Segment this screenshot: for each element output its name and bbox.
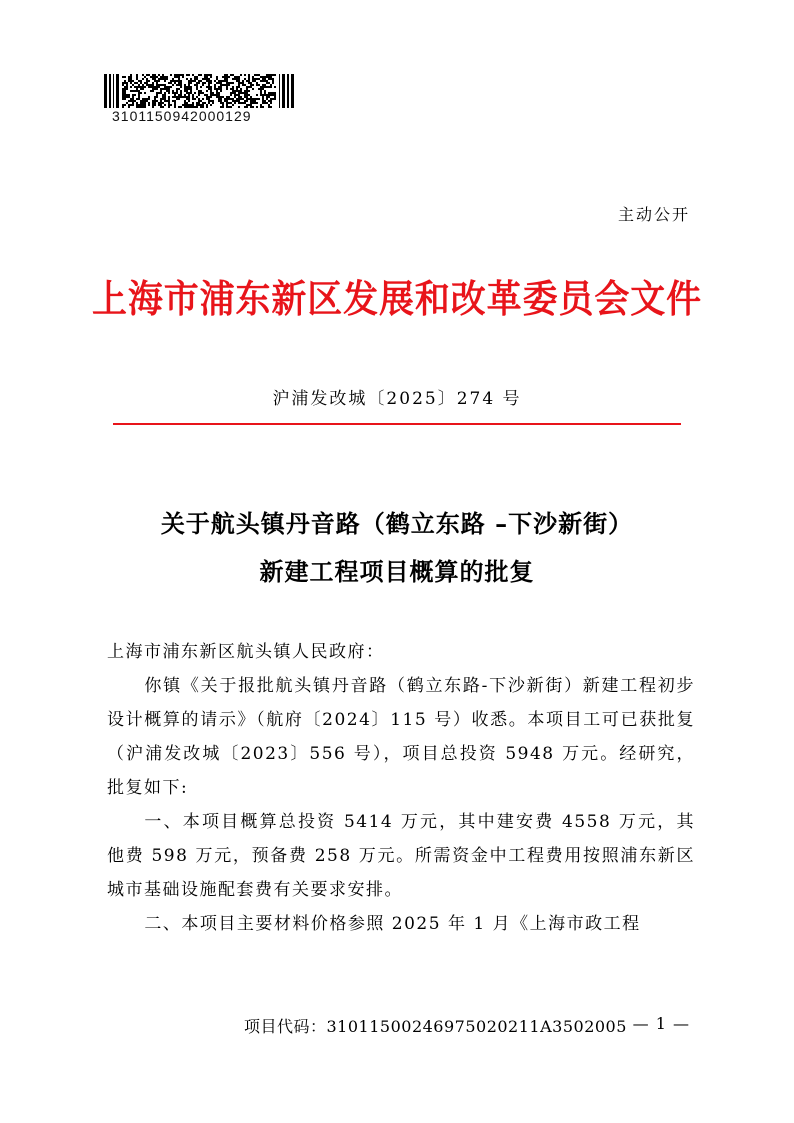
- document-body: [107, 635, 695, 941]
- project-code: 项目代码：31011500246975020211A3502005: [244, 1017, 627, 1036]
- title-line-2: 新建工程项目概算的批复: [259, 557, 535, 586]
- title-line-1: 关于航头镇丹音路（鹤立东路 –下沙新街）: [160, 509, 634, 538]
- paragraph-2: 一、本项目概算总投资 5414 万元，其中建安费 4558 万元，其他费 598 万元，预备费 258 万元。所需资金中工程费用按照浦东新区城市基础设施配套费有关要求安排。: [107, 812, 695, 900]
- paragraph-3: 二、本项目主要材料价格参照 2025 年 1 月《上海市政工程: [144, 914, 641, 934]
- addressee: 上海市浦东新区航头镇人民政府：: [107, 642, 385, 662]
- barcode-image: [104, 74, 294, 108]
- page-number: — 1 —: [632, 1014, 690, 1033]
- red-divider: [113, 423, 681, 425]
- barcode-number: 3101150942000129: [112, 108, 252, 124]
- issuer-header: 上海市浦东新区发展和改革委员会文件: [92, 276, 702, 321]
- document-number: 沪浦发改城〔2025〕274 号: [272, 389, 522, 409]
- paragraph-1: 你镇《关于报批航头镇丹音路（鹤立东路-下沙新街）新建工程初步设计概算的请示》（航府〔2024〕115 号）收悉。本项目工可已获批复（沪浦发改城〔2023〕556 号），项目总投资 5948 万元。经研究，批复如下:: [107, 676, 695, 798]
- disclosure-label: 主动公开: [617, 205, 690, 224]
- document-title: [0, 500, 794, 596]
